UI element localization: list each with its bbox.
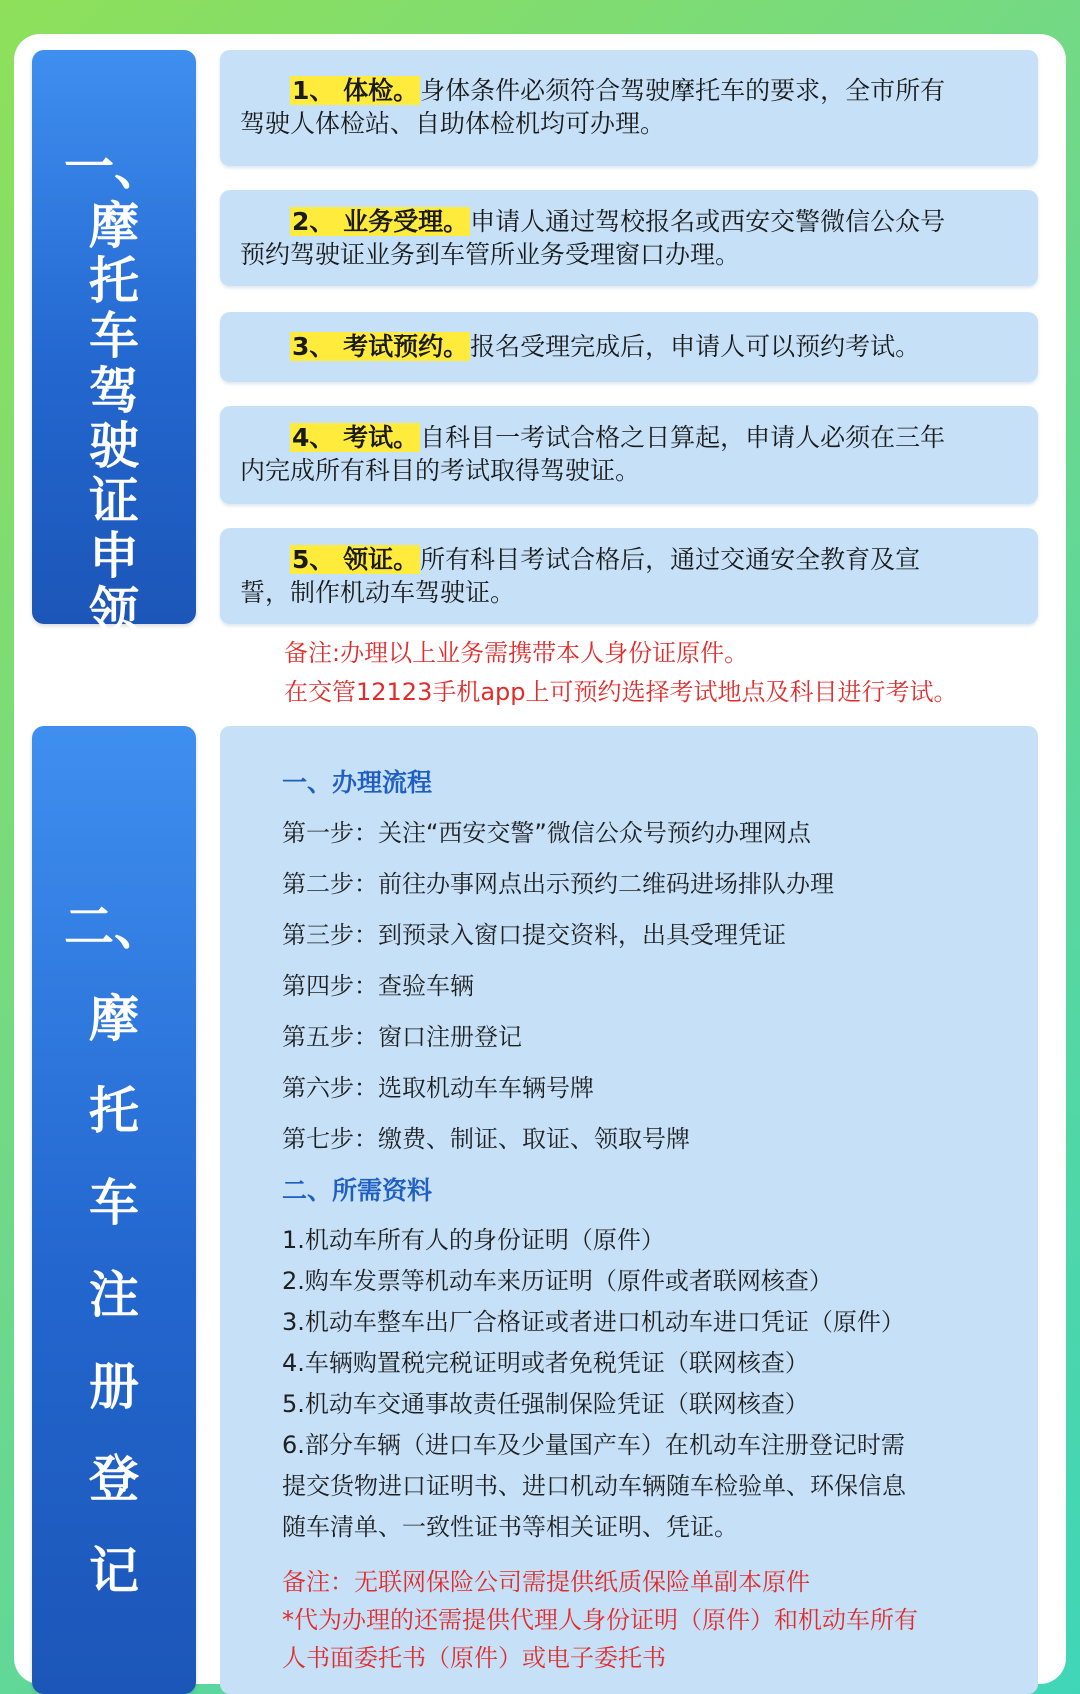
section1-title-char: 车 <box>89 307 139 365</box>
step-text-continued: 内完成所有科目的考试取得驾驶证。 <box>240 456 641 485</box>
step-text: 所有科目考试合格后，通过交通安全教育及宣 <box>420 545 921 574</box>
section1-title-band <box>32 50 196 640</box>
section2-note: *代为办理的还需提供代理人身份证明（原件）和机动车所有 <box>282 1606 918 1634</box>
step-text: 身体条件必须符合驾驶摩托车的要求，全市所有 <box>420 76 946 105</box>
process-header: 一、办理流程 <box>282 768 433 797</box>
section2-title-char: 托 <box>89 1082 139 1140</box>
section2-title-char: 登 <box>89 1450 139 1508</box>
material-item: 2.购车发票等机动车来历证明（原件或者联网核查） <box>282 1267 833 1295</box>
material-item: 5.机动车交通事故责任强制保险凭证（联网核查） <box>282 1390 809 1418</box>
step-text: 申请人通过驾校报名或西安交警微信公众号 <box>470 207 946 236</box>
material-item: 提交货物进口证明书、进口机动车辆随车检验单、环保信息 <box>282 1472 906 1500</box>
section1-note: 在交管12123手机app上可预约选择考试地点及科目进行考试。 <box>284 678 958 706</box>
material-item: 随车清单、一致性证书等相关证明、凭证。 <box>282 1513 738 1541</box>
material-item: 1.机动车所有人的身份证明（原件） <box>282 1226 665 1254</box>
step-label: 5、 领证。 <box>292 545 419 574</box>
section2-title-char: 车 <box>89 1174 139 1232</box>
material-item: 4.车辆购置税完税证明或者免税凭证（联网核查） <box>282 1349 809 1377</box>
step-card <box>220 190 1038 286</box>
process-step: 第七步：缴费、制证、取证、领取号牌 <box>282 1125 690 1153</box>
process-step: 第一步：关注“西安交警”微信公众号预约办理网点 <box>282 819 811 847</box>
process-step: 第六步：选取机动车车辆号牌 <box>282 1074 594 1102</box>
process-step: 第二步：前往办事网点出示预约二维码进场排队办理 <box>282 870 834 898</box>
section2-title <box>32 881 196 1617</box>
section1-title-char: 摩 <box>89 197 139 255</box>
step-label: 3、 考试预约。 <box>292 332 469 361</box>
materials-header: 二、所需资料 <box>282 1176 433 1205</box>
section2-title-char: 二、 <box>64 898 164 956</box>
section1-title-char: 驾 <box>89 362 139 420</box>
section1-title-char: 驶 <box>89 417 139 475</box>
step-text: 报名受理完成后，申请人可以预约考试。 <box>470 332 921 361</box>
section1-title <box>32 140 196 639</box>
step-card <box>220 406 1038 504</box>
material-item: 6.部分车辆（进口车及少量国产车）在机动车注册登记时需 <box>282 1431 905 1459</box>
section2-title-char: 记 <box>89 1542 139 1600</box>
step-text: 自科目一考试合格之日算起，申请人必须在三年 <box>420 423 946 452</box>
section1-title-char: 托 <box>89 252 139 310</box>
section1-note: 备注:办理以上业务需携带本人身份证原件。 <box>284 639 749 667</box>
section1-title-char: 证 <box>89 472 139 530</box>
process-step: 第三步：到预录入窗口提交资料，出具受理凭证 <box>282 921 786 949</box>
section2-note: 备注：无联网保险公司需提供纸质保险单副本原件 <box>282 1568 810 1596</box>
step-card <box>220 50 1038 166</box>
step-label: 2、 业务受理。 <box>292 207 469 236</box>
step-text-continued: 誓，制作机动车驾驶证。 <box>240 578 516 607</box>
section1-title-char: 申 <box>89 527 139 585</box>
material-item: 3.机动车整车出厂合格证或者进口机动车进口凭证（原件） <box>282 1308 905 1336</box>
section1-title-char: 一、 <box>64 138 164 196</box>
step-text-continued: 驾驶人体检站、自助体检机均可办理。 <box>240 109 666 138</box>
section2-title-char: 摩 <box>89 990 139 1048</box>
section2-title-char: 注 <box>89 1266 139 1324</box>
process-step: 第四步：查验车辆 <box>282 972 474 1000</box>
section2-title-char: 册 <box>89 1358 139 1416</box>
step-label: 4、 考试。 <box>292 423 419 452</box>
section2-panel <box>220 726 1038 1694</box>
step-card <box>220 312 1038 382</box>
step-label: 1、 体检。 <box>292 76 419 105</box>
section1-title-char: 领 <box>89 582 139 640</box>
step-card <box>220 528 1038 624</box>
section2-title-band <box>32 726 196 1694</box>
section2-note: 人书面委托书（原件）或电子委托书 <box>282 1644 666 1672</box>
process-step: 第五步：窗口注册登记 <box>282 1023 522 1051</box>
step-text-continued: 预约驾驶证业务到车管所业务受理窗口办理。 <box>240 240 741 269</box>
